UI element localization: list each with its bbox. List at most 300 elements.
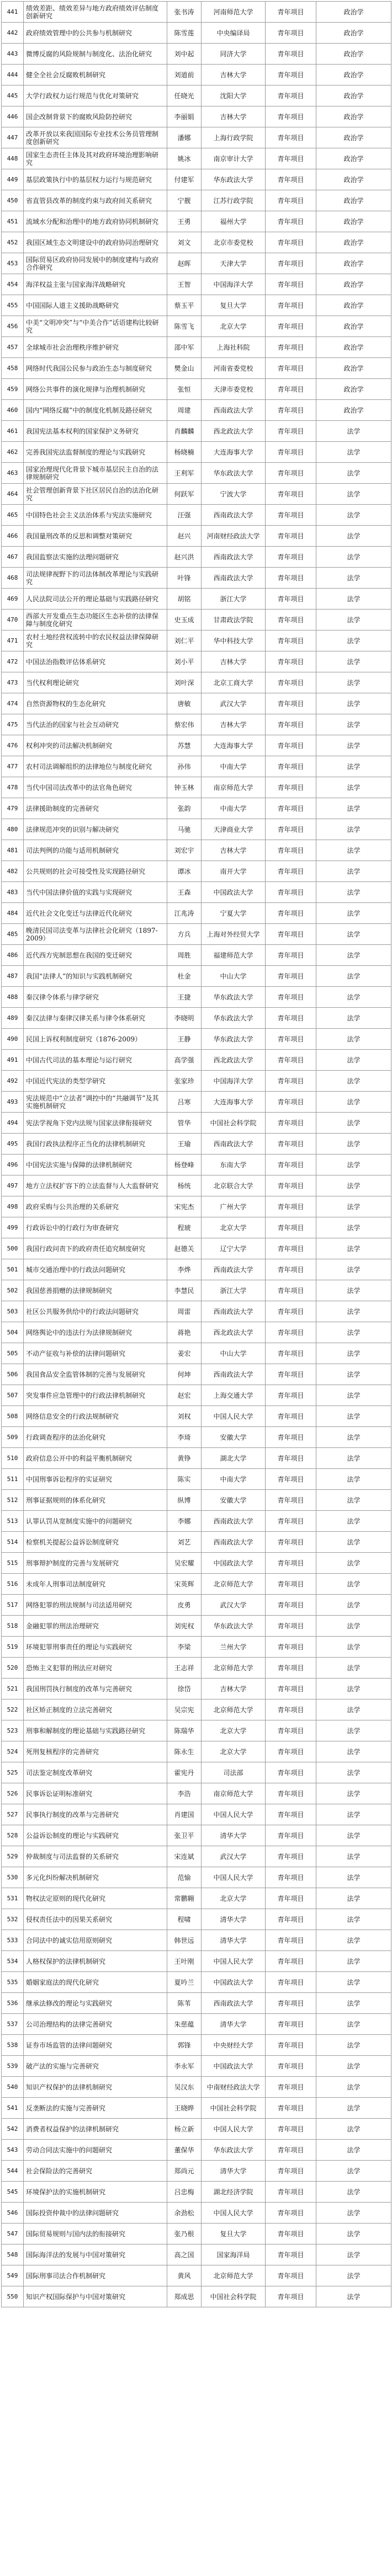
table-row xyxy=(2,400,391,421)
project-subject: 法学 xyxy=(316,1637,391,1658)
project-leader: 陈雪莲 xyxy=(167,23,202,44)
table-row xyxy=(2,1658,391,1679)
table-row xyxy=(2,1092,391,1113)
project-organization: 中国社会科学院 xyxy=(202,1113,266,1134)
project-leader: 蔡宏伟 xyxy=(167,714,202,735)
project-organization: 河南师范大学 xyxy=(202,2,266,23)
project-leader: 刘宏宇 xyxy=(167,840,202,861)
project-number: 474 xyxy=(2,693,24,714)
project-type: 青年项目 xyxy=(266,2,316,23)
project-organization: 中国人民大学 xyxy=(202,1406,266,1427)
project-leader: 刘小平 xyxy=(167,651,202,672)
project-number: 531 xyxy=(2,1888,24,1909)
table-row xyxy=(2,316,391,337)
project-leader: 杨立新 xyxy=(167,2119,202,2140)
table-row xyxy=(2,1993,391,2014)
project-subject: 法学 xyxy=(316,1175,391,1196)
project-organization: 天津商业大学 xyxy=(202,819,266,840)
project-number: 535 xyxy=(2,1972,24,1993)
project-type: 青年项目 xyxy=(266,798,316,819)
project-type: 青年项目 xyxy=(266,232,316,253)
project-type: 青年项目 xyxy=(266,1846,316,1867)
project-organization: 西北政法大学 xyxy=(202,1050,266,1071)
project-title: 认罪认罚从宽制度实施中的问题研究 xyxy=(24,1511,167,1532)
project-number: 493 xyxy=(2,1092,24,1113)
project-title: 网络舆论中的违法行为法律规制研究 xyxy=(24,1322,167,1343)
project-subject: 法学 xyxy=(316,2035,391,2056)
table-row xyxy=(2,1217,391,1238)
project-number: 488 xyxy=(2,987,24,1008)
table-row xyxy=(2,882,391,903)
project-number: 513 xyxy=(2,1511,24,1532)
project-number: 462 xyxy=(2,442,24,463)
project-subject: 政治学 xyxy=(316,400,391,421)
project-subject: 法学 xyxy=(316,1448,391,1469)
project-leader: 周建 xyxy=(167,400,202,421)
project-title: 国家治理现代化背景下城市基层民主自治的法律规制研究 xyxy=(24,463,167,484)
table-row xyxy=(2,1846,391,1867)
project-title: 省直管县改革的制度约束与政府间关系研究 xyxy=(24,190,167,211)
project-title: 近代社会文化变迁与法律近代化研究 xyxy=(24,903,167,924)
project-type: 青年项目 xyxy=(266,2077,316,2098)
project-leader: 张家珍 xyxy=(167,1071,202,1092)
project-type: 青年项目 xyxy=(266,1553,316,1574)
project-subject: 法学 xyxy=(316,2286,391,2307)
project-title: 合同法中的诚实信用原则研究 xyxy=(24,1930,167,1951)
project-type: 青年项目 xyxy=(266,1951,316,1972)
project-organization: 安徽大学 xyxy=(202,1490,266,1511)
project-leader: 徐岱 xyxy=(167,1679,202,1699)
project-organization: 安徽大学 xyxy=(202,1427,266,1448)
project-number: 530 xyxy=(2,1867,24,1888)
project-number: 480 xyxy=(2,819,24,840)
project-leader: 赵晖 xyxy=(167,253,202,274)
project-title: 地方立法权扩容下的立法监督与人大监督研究 xyxy=(24,1175,167,1196)
table-row xyxy=(2,44,391,65)
project-leader: 夏吟兰 xyxy=(167,1972,202,1993)
project-title: 民事执行制度的改革与完善研究 xyxy=(24,1804,167,1825)
project-type: 青年项目 xyxy=(266,1762,316,1783)
project-subject: 法学 xyxy=(316,1595,391,1616)
project-organization: 中央编译局 xyxy=(202,23,266,44)
project-title: 法律规范冲突的识别与解决研究 xyxy=(24,819,167,840)
table-row xyxy=(2,1825,391,1846)
project-number: 521 xyxy=(2,1679,24,1699)
project-title: 中国宪法实施与保障的法律机制研究 xyxy=(24,1155,167,1175)
project-leader: 王志祥 xyxy=(167,1658,202,1679)
project-number: 500 xyxy=(2,1238,24,1259)
project-organization: 西南政法大学 xyxy=(202,1993,266,2014)
table-row xyxy=(2,2119,391,2140)
table-row xyxy=(2,630,391,651)
project-title: 自然资源物权的生态化研究 xyxy=(24,693,167,714)
project-leader: 刘权 xyxy=(167,1406,202,1427)
project-title: 国内“网络反腐”中的制度化机制及路径研究 xyxy=(24,400,167,421)
project-number: 456 xyxy=(2,316,24,337)
project-type: 青年项目 xyxy=(266,1113,316,1134)
table-row xyxy=(2,1343,391,1364)
table-row xyxy=(2,148,391,169)
project-type: 青年项目 xyxy=(266,568,316,589)
project-organization: 福州大学 xyxy=(202,211,266,232)
table-row xyxy=(2,1741,391,1762)
project-leader: 吴宏耀 xyxy=(167,1553,202,1574)
project-subject: 法学 xyxy=(316,1196,391,1217)
table-row xyxy=(2,232,391,253)
project-type: 青年项目 xyxy=(266,1238,316,1259)
project-organization: 北京工商大学 xyxy=(202,672,266,693)
project-organization: 南京审计大学 xyxy=(202,148,266,169)
project-subject: 法学 xyxy=(316,610,391,630)
project-number: 550 xyxy=(2,2286,24,2307)
project-number: 483 xyxy=(2,882,24,903)
project-title: 突发事件应急管理中的行政法律机制研究 xyxy=(24,1385,167,1406)
project-leader: 陈苇 xyxy=(167,1993,202,2014)
project-title: 我国监察法实施的法理问题研究 xyxy=(24,547,167,568)
project-title: 社会保险法的完善研究 xyxy=(24,2161,167,2182)
project-type: 青年项目 xyxy=(266,1301,316,1322)
project-leader: 黄风 xyxy=(167,2265,202,2286)
project-type: 青年项目 xyxy=(266,1909,316,1930)
project-subject: 法学 xyxy=(316,2244,391,2265)
project-type: 青年项目 xyxy=(266,2203,316,2224)
project-organization: 河南省委党校 xyxy=(202,358,266,379)
project-subject: 法学 xyxy=(316,2224,391,2244)
project-number: 532 xyxy=(2,1909,24,1930)
project-leader: 李永军 xyxy=(167,2056,202,2077)
table-row xyxy=(2,2286,391,2307)
project-subject: 法学 xyxy=(316,1574,391,1595)
project-subject: 政治学 xyxy=(316,106,391,127)
table-row xyxy=(2,505,391,526)
project-title: 人格权保护的法律机制研究 xyxy=(24,1951,167,1972)
project-organization: 吉林大学 xyxy=(202,106,266,127)
table-row xyxy=(2,945,391,966)
project-title: 司法规律视野下的司法体制改革理论与实践研究 xyxy=(24,568,167,589)
project-title: 近代西方宪制思想在我国的变迁研究 xyxy=(24,945,167,966)
project-number: 461 xyxy=(2,421,24,442)
project-subject: 法学 xyxy=(316,1469,391,1490)
project-leader: 肖建国 xyxy=(167,1804,202,1825)
project-subject: 政治学 xyxy=(316,316,391,337)
project-type: 青年项目 xyxy=(266,1071,316,1092)
project-organization: 东南大学 xyxy=(202,1155,266,1175)
project-subject: 政治学 xyxy=(316,85,391,106)
project-number: 548 xyxy=(2,2244,24,2265)
table-row xyxy=(2,547,391,568)
project-leader: 邵中军 xyxy=(167,337,202,358)
project-subject: 法学 xyxy=(316,2098,391,2119)
project-organization: 湖北经济学院 xyxy=(202,2182,266,2203)
table-row xyxy=(2,1532,391,1553)
project-title: 环境保护法的实施机制研究 xyxy=(24,2182,167,2203)
project-type: 青年项目 xyxy=(266,2265,316,2286)
project-subject: 法学 xyxy=(316,1888,391,1909)
project-subject: 法学 xyxy=(316,2161,391,2182)
project-type: 青年项目 xyxy=(266,1469,316,1490)
project-title: 恐怖主义犯罪的刑法应对研究 xyxy=(24,1658,167,1679)
project-title: 基层政策执行中的基层权力运行与规范研究 xyxy=(24,169,167,190)
project-organization: 中南大学 xyxy=(202,756,266,777)
table-row xyxy=(2,1155,391,1175)
project-organization: 中南财经政法大学 xyxy=(202,2077,266,2098)
project-number: 451 xyxy=(2,211,24,232)
project-number: 537 xyxy=(2,2014,24,2035)
project-leader: 刘艺 xyxy=(167,1532,202,1553)
project-leader: 陈永生 xyxy=(167,1741,202,1762)
project-title: 西部大开发重点生态功能区生态补偿的法律保障与制度化研究 xyxy=(24,610,167,630)
project-type: 青年项目 xyxy=(266,1574,316,1595)
project-number: 541 xyxy=(2,2098,24,2119)
project-number: 539 xyxy=(2,2056,24,2077)
table-row xyxy=(2,819,391,840)
project-type: 青年项目 xyxy=(266,2182,316,2203)
table-row xyxy=(2,106,391,127)
table-row xyxy=(2,1259,391,1280)
project-title: 网络时代我国公民参与政治生态与制度研究 xyxy=(24,358,167,379)
project-type: 青年项目 xyxy=(266,526,316,547)
project-subject: 法学 xyxy=(316,1741,391,1762)
project-title: 侵权责任法中的因果关系研究 xyxy=(24,1909,167,1930)
project-subject: 法学 xyxy=(316,547,391,568)
project-number: 523 xyxy=(2,1720,24,1741)
table-row xyxy=(2,1637,391,1658)
project-type: 青年项目 xyxy=(266,1741,316,1762)
project-title: 晚清民国司法变革与法律社会化研究（1897-2009） xyxy=(24,924,167,945)
project-organization: 北京大学 xyxy=(202,1720,266,1741)
project-organization: 中国社会科学院 xyxy=(202,2286,266,2307)
project-title: 海洋权益主张与国家海洋战略研究 xyxy=(24,274,167,295)
project-subject: 法学 xyxy=(316,840,391,861)
table-row xyxy=(2,1008,391,1029)
project-number: 460 xyxy=(2,400,24,421)
project-number: 452 xyxy=(2,232,24,253)
project-subject: 法学 xyxy=(316,2077,391,2098)
project-leader: 姚冰 xyxy=(167,148,202,169)
project-type: 青年项目 xyxy=(266,1364,316,1385)
project-leader: 杨统 xyxy=(167,1175,202,1196)
project-number: 448 xyxy=(2,148,24,169)
project-type: 青年项目 xyxy=(266,1343,316,1364)
project-organization: 北京师范大学 xyxy=(202,1574,266,1595)
project-subject: 法学 xyxy=(316,798,391,819)
project-type: 青年项目 xyxy=(266,337,316,358)
project-leader: 吕忠梅 xyxy=(167,2182,202,2203)
project-number: 519 xyxy=(2,1637,24,1658)
project-leader: 常鹏翱 xyxy=(167,1888,202,1909)
project-subject: 法学 xyxy=(316,421,391,442)
project-subject: 法学 xyxy=(316,945,391,966)
project-organization: 中国政法大学 xyxy=(202,1972,266,1993)
project-title: 绩效差距、绩效差异与地方政府绩效评估制度创新研究 xyxy=(24,2,167,23)
project-subject: 法学 xyxy=(316,630,391,651)
project-title: 农村土地经营权流转中的农民权益法律保障研究 xyxy=(24,630,167,651)
project-leader: 何跃军 xyxy=(167,484,202,505)
project-subject: 法学 xyxy=(316,1092,391,1113)
project-title: 我国行政问责下的政府责任追究制度研究 xyxy=(24,1238,167,1259)
project-organization: 天津市委党校 xyxy=(202,379,266,400)
project-subject: 法学 xyxy=(316,2140,391,2161)
project-subject: 法学 xyxy=(316,589,391,610)
project-type: 青年项目 xyxy=(266,1448,316,1469)
project-organization: 西南政法大学 xyxy=(202,1301,266,1322)
project-subject: 法学 xyxy=(316,1364,391,1385)
project-title: 我国量刑改革的反思和调整对策研究 xyxy=(24,526,167,547)
project-number: 509 xyxy=(2,1427,24,1448)
table-row xyxy=(2,484,391,505)
project-type: 青年项目 xyxy=(266,295,316,316)
project-type: 青年项目 xyxy=(266,463,316,484)
project-leader: 王利军 xyxy=(167,463,202,484)
project-organization: 河南财经政法大学 xyxy=(202,526,266,547)
project-organization: 北京大学 xyxy=(202,1888,266,1909)
project-organization: 武汉大学 xyxy=(202,693,266,714)
project-subject: 法学 xyxy=(316,651,391,672)
table-row xyxy=(2,1679,391,1699)
project-organization: 清华大学 xyxy=(202,2014,266,2035)
project-leader: 陈雪飞 xyxy=(167,316,202,337)
table-row xyxy=(2,2014,391,2035)
project-title: 国际投资仲裁中的法律问题研究 xyxy=(24,2203,167,2224)
table-row xyxy=(2,1553,391,1574)
project-title: 宪法规范中“立法者”调控中的“共融调节”及其实施机制研究 xyxy=(24,1092,167,1113)
project-number: 508 xyxy=(2,1406,24,1427)
project-organization: 江苏行政学院 xyxy=(202,190,266,211)
project-subject: 法学 xyxy=(316,672,391,693)
project-title: 我国刑罚执行制度的改革与完善研究 xyxy=(24,1679,167,1699)
project-leader: 朱慈蕴 xyxy=(167,2014,202,2035)
table-row xyxy=(2,1280,391,1301)
project-subject: 法学 xyxy=(316,1511,391,1532)
project-subject: 政治学 xyxy=(316,253,391,274)
project-title: 仲裁制度与司法监督的关系研究 xyxy=(24,1846,167,1867)
project-type: 青年项目 xyxy=(266,442,316,463)
project-organization: 西北政法大学 xyxy=(202,421,266,442)
project-leader: 高之国 xyxy=(167,2244,202,2265)
project-type: 青年项目 xyxy=(266,44,316,65)
project-organization: 浙江大学 xyxy=(202,589,266,610)
project-type: 青年项目 xyxy=(266,882,316,903)
project-number: 464 xyxy=(2,484,24,505)
project-leader: 张乃根 xyxy=(167,2224,202,2244)
project-subject: 法学 xyxy=(316,1867,391,1888)
table-row xyxy=(2,2244,391,2265)
project-subject: 法学 xyxy=(316,1783,391,1804)
project-subject: 政治学 xyxy=(316,337,391,358)
project-number: 503 xyxy=(2,1301,24,1322)
project-leader: 王晓晔 xyxy=(167,2098,202,2119)
project-title: 流域水分配和治理中的地方政府协同机制研究 xyxy=(24,211,167,232)
project-type: 青年项目 xyxy=(266,1511,316,1532)
project-subject: 法学 xyxy=(316,463,391,484)
project-type: 青年项目 xyxy=(266,421,316,442)
project-number: 505 xyxy=(2,1343,24,1364)
project-subject: 法学 xyxy=(316,1259,391,1280)
project-organization: 吉林大学 xyxy=(202,651,266,672)
table-row xyxy=(2,1113,391,1134)
project-organization: 吉林大学 xyxy=(202,1679,266,1699)
project-organization: 中国政法大学 xyxy=(202,2056,266,2077)
project-subject: 法学 xyxy=(316,693,391,714)
table-row xyxy=(2,295,391,316)
table-row xyxy=(2,589,391,610)
project-subject: 法学 xyxy=(316,2014,391,2035)
project-leader: 吴宗宪 xyxy=(167,1699,202,1720)
project-leader: 宋连斌 xyxy=(167,1846,202,1867)
project-number: 473 xyxy=(2,672,24,693)
project-type: 青年项目 xyxy=(266,2161,316,2182)
table-row xyxy=(2,1972,391,1993)
project-leader: 皮勇 xyxy=(167,1595,202,1616)
project-subject: 法学 xyxy=(316,1029,391,1050)
project-leader: 吴汉东 xyxy=(167,2077,202,2098)
project-organization: 天津大学 xyxy=(202,253,266,274)
project-type: 青年项目 xyxy=(266,651,316,672)
project-number: 450 xyxy=(2,190,24,211)
project-type: 青年项目 xyxy=(266,400,316,421)
project-type: 青年项目 xyxy=(266,589,316,610)
project-title: 社会管理创新背景下社区居民自治的法治化研究 xyxy=(24,484,167,505)
project-subject: 法学 xyxy=(316,924,391,945)
table-row xyxy=(2,777,391,798)
project-title: 民事诉讼证明标准研究 xyxy=(24,1783,167,1804)
project-leader: 周雷 xyxy=(167,1301,202,1322)
project-title: 行政调查程序的法治化研究 xyxy=(24,1427,167,1448)
project-number: 549 xyxy=(2,2265,24,2286)
project-number: 547 xyxy=(2,2224,24,2244)
table-row xyxy=(2,1385,391,1406)
project-type: 青年项目 xyxy=(266,1280,316,1301)
project-leader: 汪强 xyxy=(167,505,202,526)
project-leader: 王捷 xyxy=(167,987,202,1008)
project-subject: 政治学 xyxy=(316,232,391,253)
project-number: 465 xyxy=(2,505,24,526)
project-number: 515 xyxy=(2,1553,24,1574)
project-number: 467 xyxy=(2,547,24,568)
project-number: 490 xyxy=(2,1029,24,1050)
project-number: 504 xyxy=(2,1322,24,1343)
project-leader: 刘宪权 xyxy=(167,1616,202,1637)
project-number: 453 xyxy=(2,253,24,274)
project-number: 533 xyxy=(2,1930,24,1951)
project-number: 444 xyxy=(2,65,24,85)
project-organization: 华东政法大学 xyxy=(202,1008,266,1029)
project-subject: 法学 xyxy=(316,1762,391,1783)
project-leader: 张卫平 xyxy=(167,1825,202,1846)
project-title: 婚姻家庭法的现代化研究 xyxy=(24,1972,167,1993)
project-subject: 法学 xyxy=(316,1008,391,1029)
project-organization: 复旦大学 xyxy=(202,2224,266,2244)
project-number: 477 xyxy=(2,756,24,777)
project-subject: 法学 xyxy=(316,1679,391,1699)
project-leader: 陈实 xyxy=(167,1469,202,1490)
project-type: 青年项目 xyxy=(266,735,316,756)
project-number: 524 xyxy=(2,1741,24,1762)
project-type: 青年项目 xyxy=(266,1155,316,1175)
project-organization: 中国人民大学 xyxy=(202,2119,266,2140)
project-title: 国企改制背景下的腐败风险防控研究 xyxy=(24,106,167,127)
project-subject: 政治学 xyxy=(316,190,391,211)
project-leader: 王勇 xyxy=(167,211,202,232)
project-organization: 北京师范大学 xyxy=(202,1658,266,1679)
project-number: 506 xyxy=(2,1364,24,1385)
project-type: 青年项目 xyxy=(266,1637,316,1658)
table-row xyxy=(2,379,391,400)
project-title: 检察机关提起公益诉讼制度研究 xyxy=(24,1532,167,1553)
table-row xyxy=(2,1699,391,1720)
project-title: 网络犯罪的刑法规制与司法适用研究 xyxy=(24,1595,167,1616)
project-subject: 法学 xyxy=(316,1951,391,1972)
